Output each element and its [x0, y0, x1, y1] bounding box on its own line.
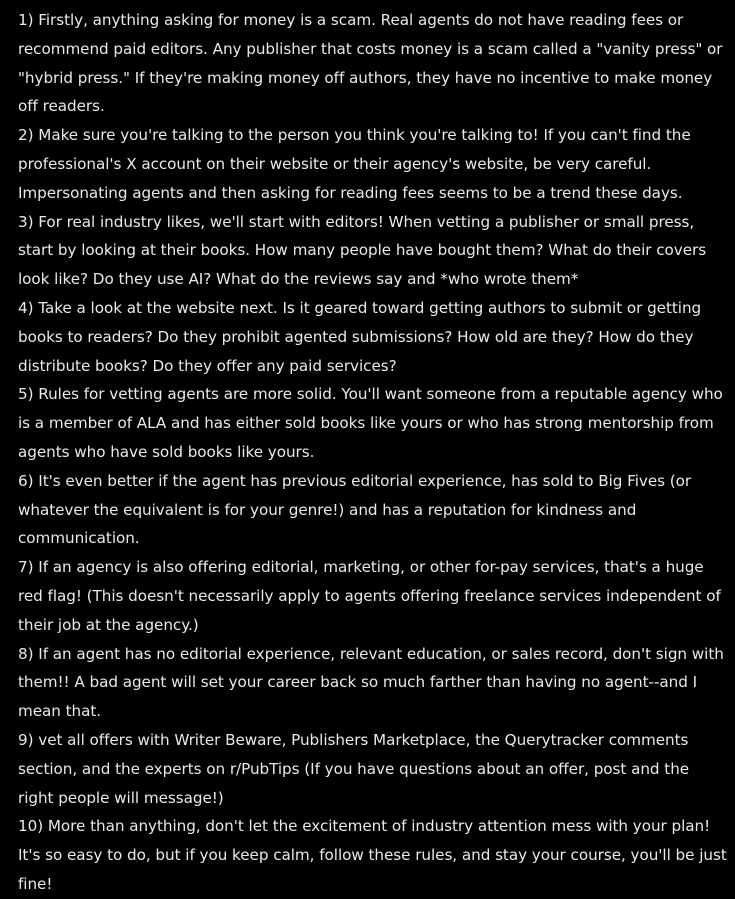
tip-paragraph-2: 2) Make sure you're talking to the person you think you're talking to! If you can't find the professional's X account on their website or their agency's website, be very careful. Impersonating agents and then asking for reading fees seems to be a trend these days. — [18, 126, 691, 202]
tip-paragraph-10: 10) More than anything, don't let the excitement of industry attention mess with your plan! It's so easy to do, but if you keep calm, follow these rules, and stay your course, you'll be just fine! — [18, 817, 727, 893]
tip-paragraph-3: 3) For real industry likes, we'll start with editors! When vetting a publisher or small press, start by looking at their books. How many people have bought them? What do their covers look like? Do they use AI? What do the reviews say and *who wrote them* — [18, 212, 707, 289]
tip-paragraph-6: 6) It's even better if the agent has previous editorial experience, has sold to Big Fives (or whatever the equivalent is for your genre!) and has a reputation for kindness and communication. — [18, 471, 692, 548]
tip-paragraph-4: 4) Take a look at the website next. Is it geared toward getting authors to submit or getting books to readers? Do they prohibit agented submissions? How old are they? How do they distribute books? Do they offer any paid services? — [18, 298, 702, 375]
tip-paragraph-1: 1) Firstly, anything asking for money is a scam. Real agents do not have reading fees or recommend paid editors. Any publisher that costs money is a scam called a "vanity press" or "hybrid press." If they're making money off authors, they have no incentive to make money off readers. — [18, 11, 723, 116]
tip-paragraph-8: 8) If an agent has no editorial experience, relevant education, or sales record, don't sign with them!! A bad agent will set your career back so much farther than having no agent--and I mean that. — [18, 644, 724, 721]
tip-paragraph-9: 9) vet all offers with Writer Beware, Publishers Marketplace, the Querytracker comments section, and the experts on r/PubTips (If you have questions about an offer, post and the right people will message!) — [18, 730, 690, 807]
tip-paragraph-7: 7) If an agency is also offering editorial, marketing, or other for-pay services, that's a huge red flag! (This doesn't necessarily apply to agents offering freelance services independent of their job at the agency.) — [18, 558, 721, 634]
tip-paragraph-5: 5) Rules for vetting agents are more solid. You'll want someone from a reputable agency who is a member of ALA and has either sold books like yours or who has strong mentorship from agents who have sold books like yours. — [18, 385, 723, 461]
